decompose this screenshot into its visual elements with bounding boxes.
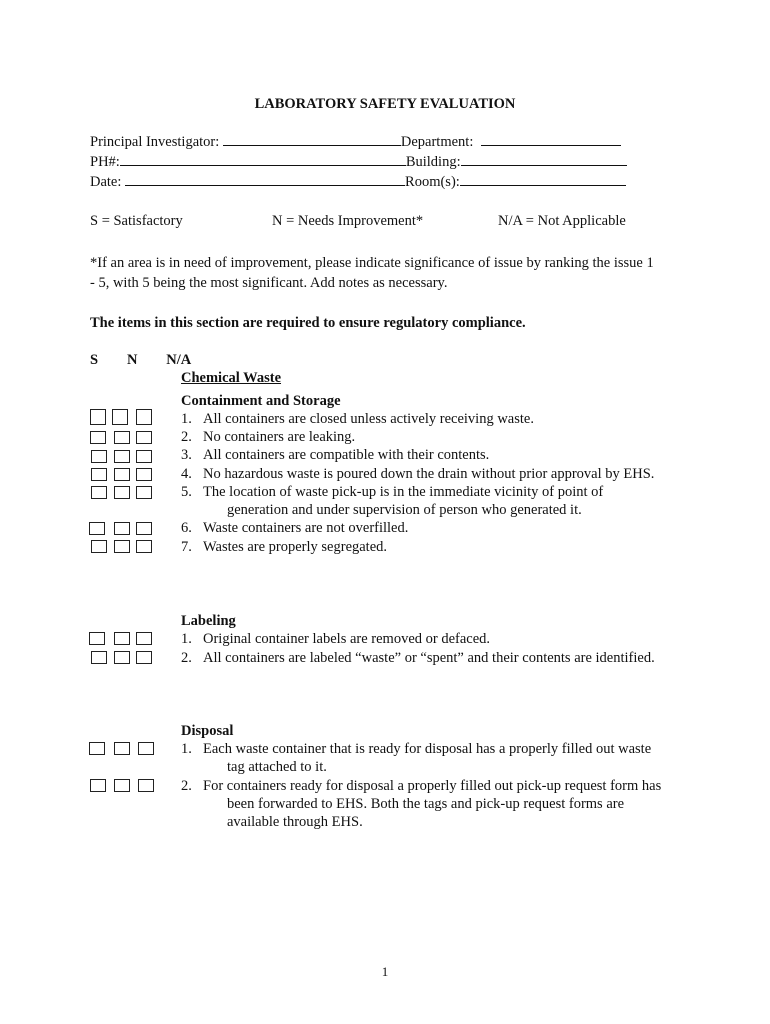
checkbox-n[interactable] bbox=[114, 522, 130, 535]
date-input-line[interactable] bbox=[125, 171, 405, 186]
disposal-item-continued: been forwarded to EHS. Both the tags and pick-up request forms are bbox=[227, 796, 625, 812]
disposal-heading: Disposal bbox=[181, 723, 234, 739]
department-label: Department: bbox=[400, 134, 474, 150]
labeling-item: 1. Original container labels are removed or defaced. bbox=[181, 631, 491, 647]
containment-heading: Containment and Storage bbox=[181, 393, 341, 409]
checkbox-n[interactable] bbox=[114, 651, 130, 664]
building-input-line[interactable] bbox=[461, 151, 627, 166]
checkbox-s[interactable] bbox=[91, 468, 107, 481]
checkbox-n[interactable] bbox=[114, 468, 130, 481]
checkbox-n[interactable] bbox=[114, 540, 130, 553]
checkbox-n[interactable] bbox=[114, 742, 130, 755]
checkbox-n[interactable] bbox=[114, 450, 130, 463]
checkbox-s[interactable] bbox=[90, 779, 106, 792]
legend-s: S = Satisfactory bbox=[90, 213, 183, 229]
rooms-input-line[interactable] bbox=[460, 171, 626, 186]
containment-item: 3. All containers are compatible with their contents. bbox=[181, 447, 490, 463]
note-line-1: *If an area is in need of improvement, please indicate significance of issue by ranking the issue 1 bbox=[90, 255, 654, 271]
pi-label: Principal Investigator: bbox=[90, 134, 220, 150]
building-label: Building: bbox=[405, 154, 461, 170]
ph-field bbox=[90, 151, 627, 171]
containment-item-continued: generation and under supervision of person who generated it. bbox=[227, 502, 582, 518]
note-line-2: - 5, with 5 being the most significant. Add notes as necessary. bbox=[90, 275, 448, 291]
checkbox-na[interactable] bbox=[138, 779, 154, 792]
ph-input-line[interactable] bbox=[120, 151, 406, 166]
checkbox-s[interactable] bbox=[89, 522, 105, 535]
checkbox-n[interactable] bbox=[114, 632, 130, 645]
checkbox-n[interactable] bbox=[114, 431, 130, 444]
checkbox-na[interactable] bbox=[136, 409, 152, 425]
checkbox-na[interactable] bbox=[136, 468, 152, 481]
containment-item: 6. Waste containers are not overfilled. bbox=[181, 520, 409, 536]
checkbox-n[interactable] bbox=[114, 779, 130, 792]
pi-field bbox=[90, 131, 621, 151]
rooms-label: Room(s): bbox=[405, 174, 460, 190]
legend-n: N = Needs Improvement* bbox=[272, 213, 424, 229]
containment-item: 2. No containers are leaking. bbox=[181, 429, 356, 445]
legend-na: N/A = Not Applicable bbox=[498, 213, 626, 229]
date-label: Date: bbox=[90, 174, 122, 190]
checkbox-s[interactable] bbox=[89, 632, 105, 645]
checkbox-na[interactable] bbox=[136, 450, 152, 463]
containment-item: 1. All containers are closed unless actively receiving waste. bbox=[181, 411, 534, 427]
section-title: Chemical Waste bbox=[181, 370, 282, 386]
containment-item: 5. The location of waste pick-up is in the immediate vicinity of point of bbox=[181, 484, 604, 500]
checkbox-s[interactable] bbox=[91, 486, 107, 499]
ph-label: PH#: bbox=[90, 154, 120, 170]
checkbox-na[interactable] bbox=[138, 742, 154, 755]
checkbox-na[interactable] bbox=[136, 632, 152, 645]
checkbox-s[interactable] bbox=[91, 540, 107, 553]
disposal-item-continued: tag attached to it. bbox=[227, 759, 327, 775]
checkbox-na[interactable] bbox=[136, 651, 152, 664]
checkbox-n[interactable] bbox=[112, 409, 128, 425]
containment-item: 4. No hazardous waste is poured down the drain without prior approval by EHS. bbox=[181, 466, 655, 482]
checkbox-s[interactable] bbox=[90, 409, 106, 425]
page-number: 1 bbox=[381, 964, 389, 979]
disposal-item: 1. Each waste container that is ready for disposal has a properly filled out waste bbox=[181, 741, 652, 757]
checkbox-na[interactable] bbox=[136, 431, 152, 444]
checkbox-s[interactable] bbox=[90, 431, 106, 444]
date-field bbox=[90, 171, 626, 191]
containment-item: 7. Wastes are properly segregated. bbox=[181, 539, 388, 555]
column-headers: S N N/A bbox=[90, 352, 192, 368]
disposal-item: 2. For containers ready for disposal a properly filled out pick-up request form has bbox=[181, 778, 662, 794]
checkbox-s[interactable] bbox=[89, 742, 105, 755]
checkbox-na[interactable] bbox=[136, 522, 152, 535]
compliance-heading: The items in this section are required to ensure regulatory compliance. bbox=[90, 315, 526, 331]
checkbox-s[interactable] bbox=[91, 450, 107, 463]
page-title: LABORATORY SAFETY EVALUATION bbox=[254, 96, 516, 112]
department-input-line[interactable] bbox=[481, 131, 621, 146]
labeling-heading: Labeling bbox=[181, 613, 236, 629]
disposal-item-continued: available through EHS. bbox=[227, 814, 363, 830]
labeling-item: 2. All containers are labeled “waste” or “spent” and their contents are identified. bbox=[181, 650, 655, 666]
checkbox-s[interactable] bbox=[91, 651, 107, 664]
checkbox-n[interactable] bbox=[114, 486, 130, 499]
pi-input-line[interactable] bbox=[223, 131, 401, 146]
checkbox-na[interactable] bbox=[136, 540, 152, 553]
checkbox-na[interactable] bbox=[136, 486, 152, 499]
